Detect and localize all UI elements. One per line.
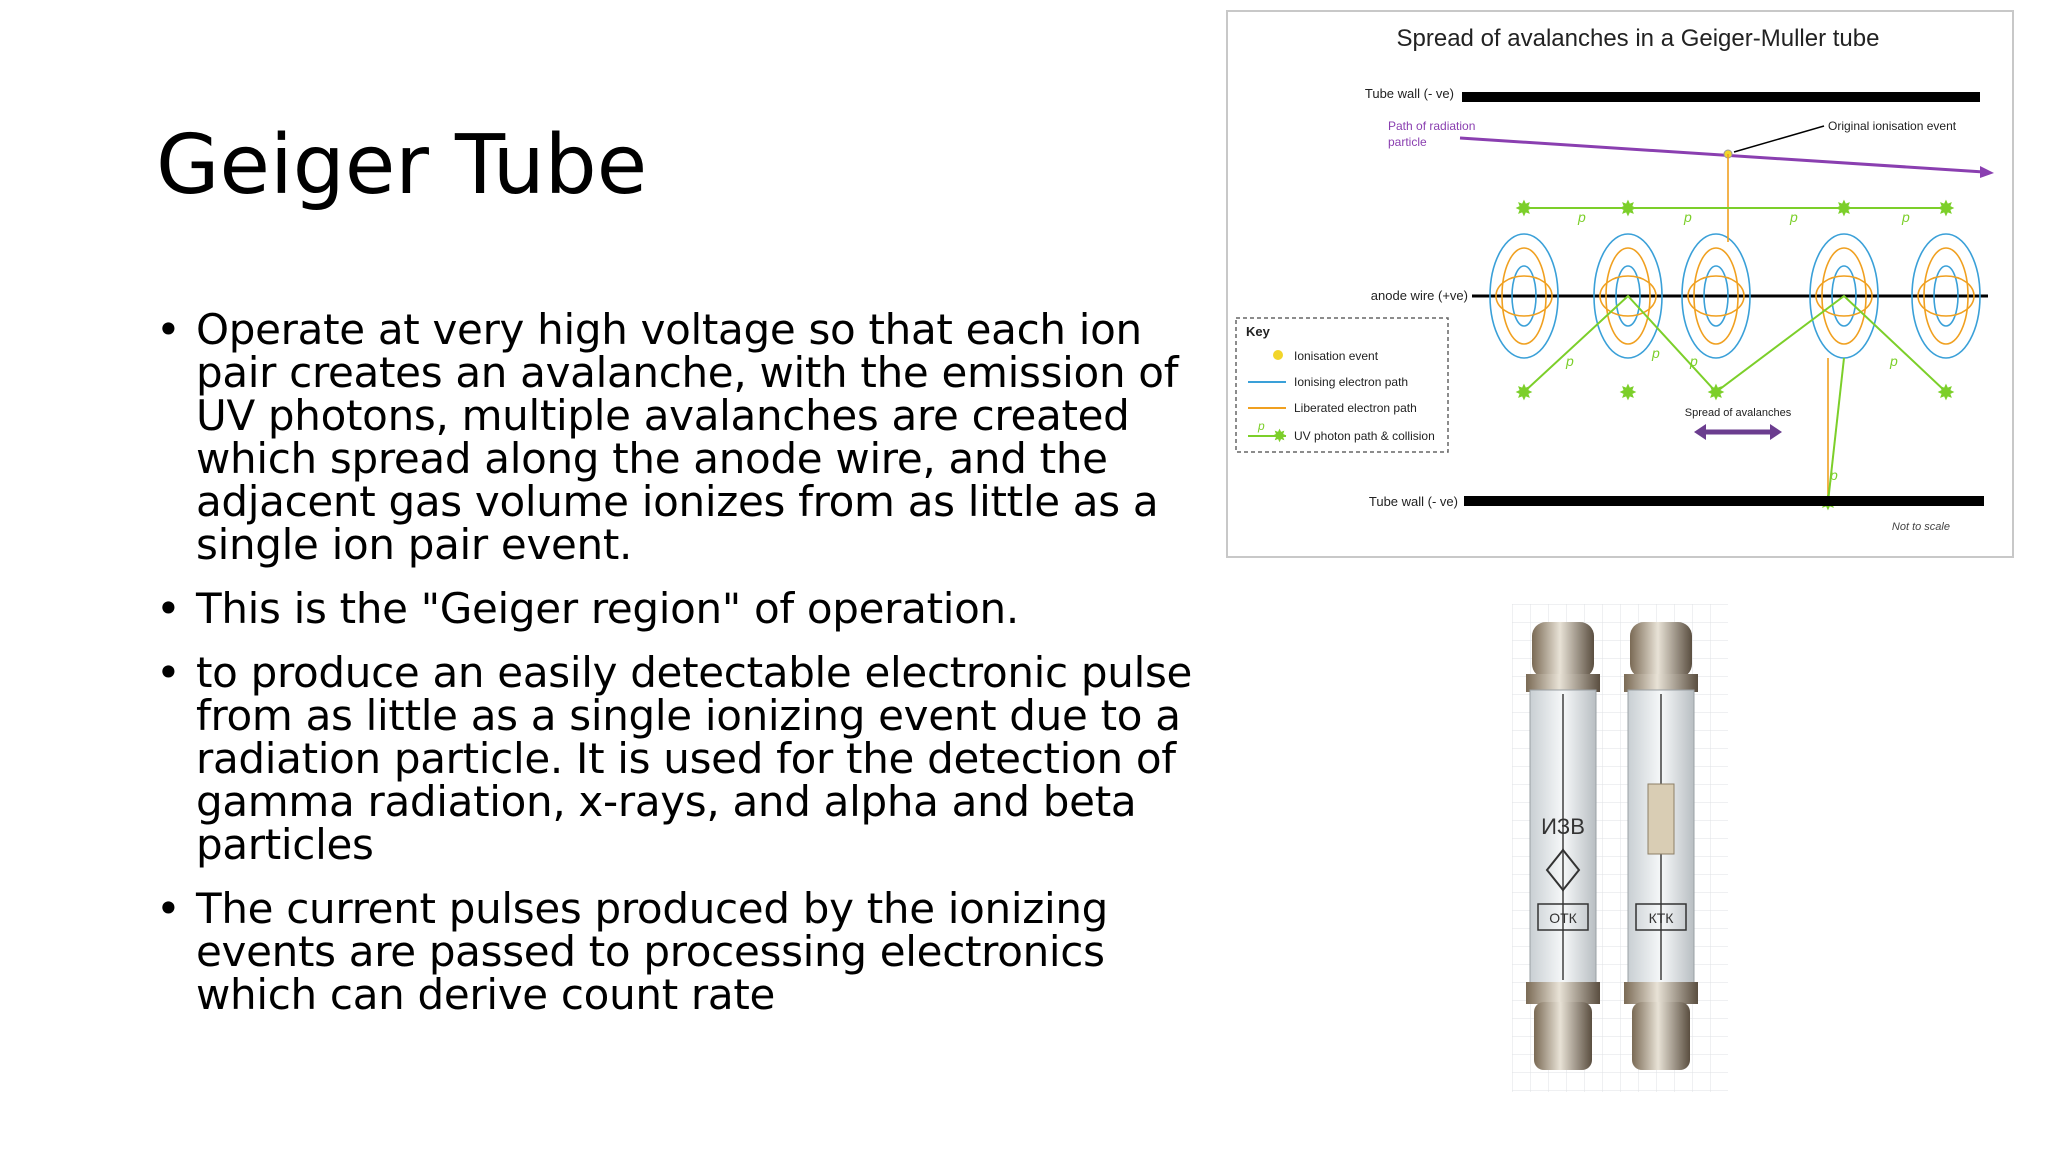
avalanches (1490, 154, 1980, 502)
original-event-pointer (1734, 126, 1824, 152)
svg-text:p: p (1566, 353, 1574, 369)
path-label: Path of radiation (1388, 119, 1476, 133)
radiation-path (1460, 138, 1984, 172)
svg-text:✸: ✸ (1514, 196, 1534, 221)
tube-wall-top-label: Tube wall (- ve) (1364, 86, 1454, 101)
tube-left (1526, 622, 1600, 1070)
key-ionisation-icon (1273, 350, 1283, 360)
spread-label: Spread of avalanches (1684, 407, 1792, 419)
svg-text:p: p (1258, 419, 1265, 433)
svg-text:UV photon path & collision: UV photon path & collision (1294, 429, 1435, 443)
svg-text:p: p (1652, 345, 1660, 361)
svg-text:p: p (1690, 353, 1698, 369)
radiation-arrowhead (1980, 166, 1994, 178)
svg-text:✸: ✸ (1936, 196, 1956, 221)
svg-text:p: p (1790, 209, 1798, 225)
svg-text:✸: ✸ (1618, 380, 1638, 405)
anode-wire-label: anode wire (+ve) (1370, 288, 1468, 303)
photon-markers (1565, 209, 1910, 483)
diagram-title: Spread of avalanches in a Geiger-Muller tube (1396, 25, 1880, 52)
svg-text:p: p (1684, 209, 1692, 225)
key-title: Key (1246, 324, 1270, 339)
bullet-item: • Operate at very high voltage so that each ion pair creates an avalanche, with the emission of UV photons, multiple avalanches are created which spread along the anode wire, and the adjacent gas volume ionizes from as little as a single ion pair event. (156, 308, 1196, 566)
svg-text:✸: ✸ (1618, 196, 1638, 221)
svg-text:Ionisation event: Ionisation event (1294, 349, 1379, 363)
geiger-avalanche-diagram (1226, 10, 2014, 558)
not-to-scale: Not to scale (1891, 521, 1950, 533)
geiger-tubes-photo (1512, 604, 1728, 1092)
svg-text:Ionising electron path: Ionising electron path (1294, 375, 1409, 389)
tube-wall-bottom-label: Tube wall (- ve) (1368, 494, 1458, 509)
svg-text:✸: ✸ (1936, 380, 1956, 405)
bullet-item: • This is the "Geiger region" of operation. (156, 587, 1196, 630)
bullet-item: • to produce an easily detectable electronic pulse from as little as a single ionizing event due to a radiation particle. It is used for the detection of gamma radiation, x-rays, and alpha and beta particles (156, 651, 1196, 866)
svg-text:ИЗВ: ИЗВ (1541, 814, 1585, 839)
svg-text:✸: ✸ (1514, 380, 1534, 405)
svg-text:✸: ✸ (1706, 380, 1726, 405)
svg-text:p: p (1902, 209, 1910, 225)
svg-text:ОТК: ОТК (1549, 910, 1577, 926)
svg-text:p: p (1890, 353, 1898, 369)
tube-wall-top (1462, 92, 1980, 102)
key-uv-star: ✸ (1272, 426, 1288, 446)
bullet-item: • The current pulses produced by the ionizing events are passed to processing electronics which can derive count rate (156, 887, 1196, 1016)
bullet-list (156, 305, 1196, 1037)
original-event-label: Original ionisation event (1828, 119, 1957, 133)
svg-text:✸: ✸ (1834, 196, 1854, 221)
path-label-2: particle (1388, 135, 1427, 149)
slide-title: Geiger Tube (156, 118, 648, 213)
uv-photon-paths (1524, 208, 1946, 502)
svg-text:p: p (1830, 467, 1838, 483)
svg-text:Liberated electron path: Liberated electron path (1294, 401, 1417, 415)
svg-text:p: p (1578, 209, 1586, 225)
svg-text:КТК: КТК (1648, 910, 1674, 926)
tube-wall-bottom (1464, 496, 1984, 506)
tube-right (1624, 622, 1698, 1070)
